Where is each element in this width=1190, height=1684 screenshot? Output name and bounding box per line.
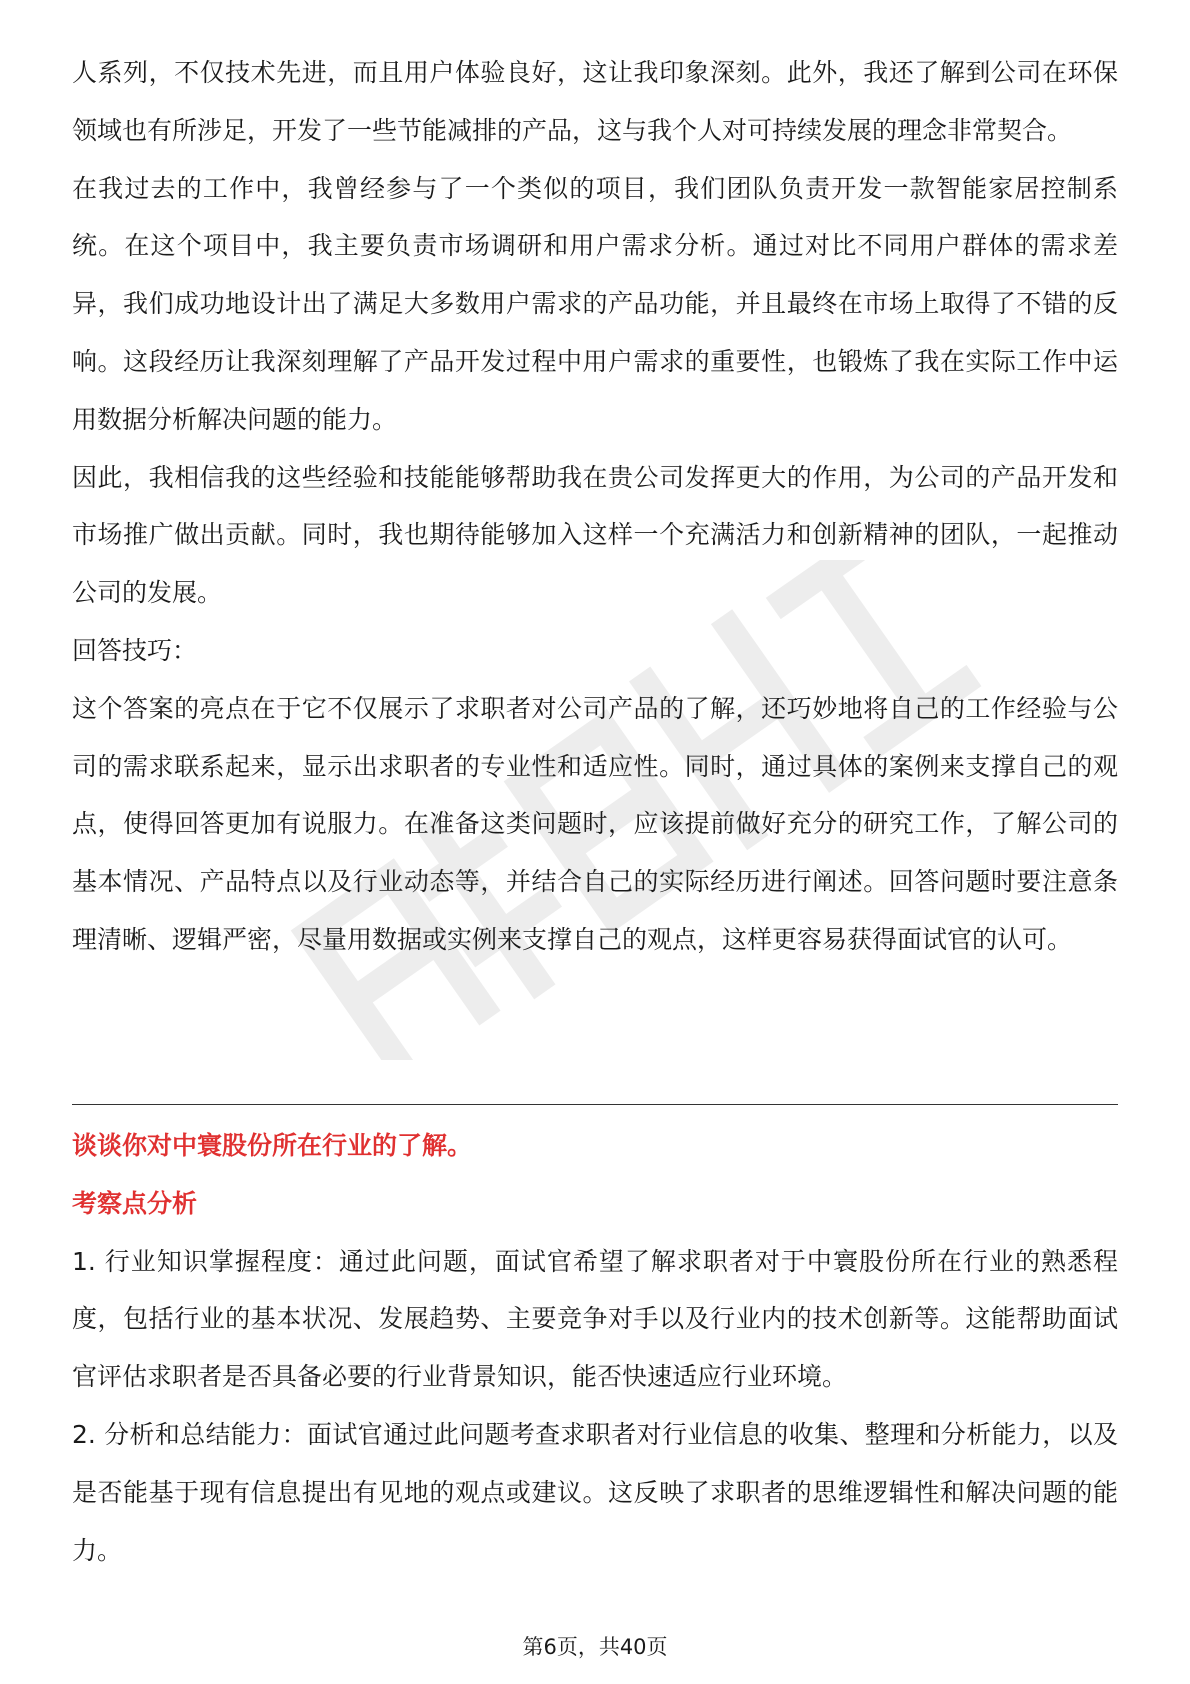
paragraph: 人系列，不仅技术先进，而且用户体验良好，这让我印象深刻。此外，我还了解到公司在环保领域也有所涉足，开发了一些节能减排的产品，这与我个人对可持续发展的理念非常契合。 xyxy=(72,58,1118,145)
section-divider xyxy=(72,1104,1118,1105)
paragraph: 因此，我相信我的这些经验和技能能够帮助我在贵公司发挥更大的作用，为公司的产品开发和市场推广做出贡献。同时，我也期待能够加入这样一个充满活力和创新精神的团队，一起推动公司的发展。 xyxy=(72,462,1118,608)
question-section xyxy=(72,1117,1118,1579)
paragraph: 这个答案的亮点在于它不仅展示了求职者对公司产品的了解，还巧妙地将自己的工作经验与公司的需求联系起来，显示出求职者的专业性和适应性。同时，通过具体的案例来支撑自己的观点，使得回答更加有说服力。在准备这类问题时，应该提前做好充分的研究工作，了解公司的基本情况、产品特点以及行业动态等，并结合自己的实际经历进行阐述。回答问题时要注意条理清晰、逻辑严密，尽量用数据或实例来支撑自己的观点，这样更容易获得面试官的认可。 xyxy=(72,693,1118,954)
tips-label: 回答技巧： xyxy=(72,635,198,665)
paragraph: 在我过去的工作中，我曾经参与了一个类似的项目，我们团队负责开发一款智能家居控制系统。在这个项目中，我主要负责市场调研和用户需求分析。通过对比不同用户群体的需求差异，我们成功地设计出了满足大多数用户需求的产品功能，并且最终在市场上取得了不错的反响。这段经历让我深刻理解了产品开发过程中用户需求的重要性，也锻炼了我在实际工作中运用数据分析解决问题的能力。 xyxy=(72,173,1118,434)
question-title: 谈谈你对中寰股份所在行业的了解。 xyxy=(72,1131,473,1160)
page-number: 第6页，共40页 xyxy=(522,1635,668,1659)
analysis-point: 1. 行业知识掌握程度：通过此问题，面试官希望了解求职者对于中寰股份所在行业的熟悉程度，包括行业的基本状况、发展趋势、主要竞争对手以及行业内的技术创新等。这能帮助面试官评估求职者是否具备必要的行业背景知识，能否快速适应行业环境。 xyxy=(72,1246,1118,1392)
body-text xyxy=(72,44,1118,969)
analysis-heading: 考察点分析 xyxy=(72,1188,198,1218)
analysis-point: 2. 分析和总结能力：面试官通过此问题考查求职者对行业信息的收集、整理和分析能力，以及是否能基于现有信息提出有见地的观点或建议。这反映了求职者的思维逻辑性和解决问题的能力。 xyxy=(72,1419,1118,1565)
